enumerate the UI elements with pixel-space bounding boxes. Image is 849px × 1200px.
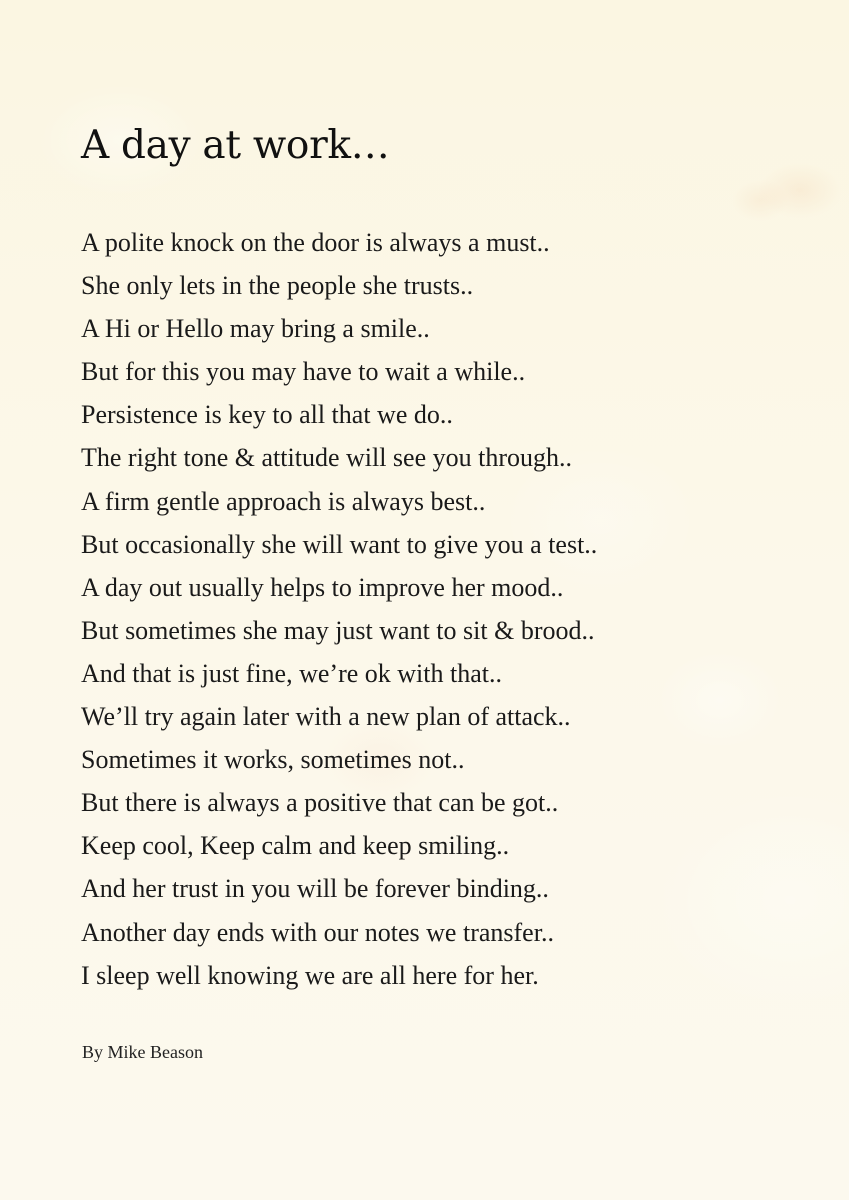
poem-line: A firm gentle approach is always best..	[81, 486, 486, 516]
poem-line: But there is always a positive that can be got..	[81, 788, 559, 818]
poem-line: But for this you may have to wait a while..	[81, 357, 526, 387]
poem-line: A polite knock on the door is always a must..	[81, 228, 550, 257]
poem-body	[81, 221, 597, 997]
poem-line: She only lets in the people she trusts..	[81, 271, 474, 301]
author-byline: By Mike Beason	[82, 1042, 203, 1062]
poem-line: The right tone & attitude will see you through..	[81, 443, 573, 473]
poem-line: But sometimes she may just want to sit & brood..	[81, 615, 595, 645]
poem-line: A day out usually helps to improve her mood..	[81, 572, 564, 602]
poem-title: A day at work…	[81, 123, 390, 168]
poem-line: Sometimes it works, sometimes not..	[81, 745, 465, 775]
poem-line: A Hi or Hello may bring a smile..	[81, 314, 430, 344]
poem-line: We’ll try again later with a new plan of attack..	[81, 702, 571, 732]
poem-line: I sleep well knowing we are all here for her.	[81, 960, 539, 990]
poem-line: And her trust in you will be forever binding..	[81, 874, 549, 904]
poem-line: Another day ends with our notes we transfer..	[81, 917, 554, 947]
poem-line: Persistence is key to all that we do..	[81, 400, 453, 430]
poem-line: Keep cool, Keep calm and keep smiling..	[81, 831, 510, 861]
poem-line: But occasionally she will want to give you a test..	[81, 529, 598, 559]
poem-line: And that is just fine, we’re ok with that..	[81, 658, 502, 688]
